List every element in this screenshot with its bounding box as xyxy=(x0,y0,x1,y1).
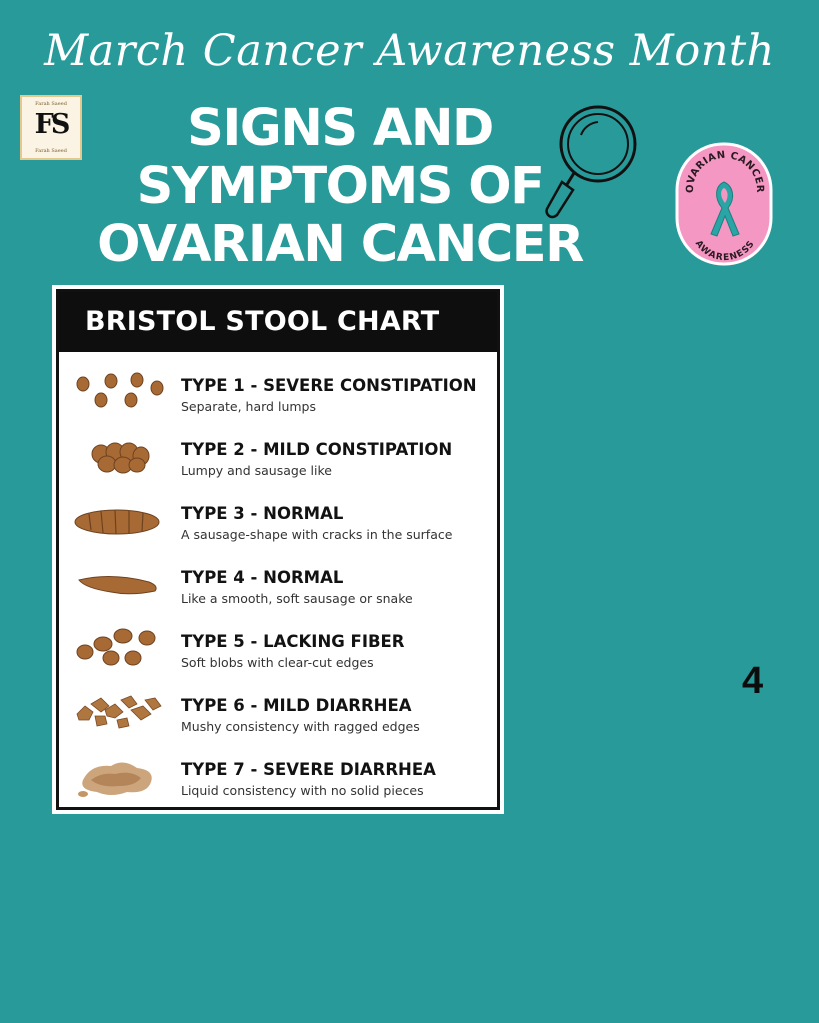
ovarian-cancer-awareness-badge xyxy=(675,142,773,266)
logo-name-top: Farah Saeed xyxy=(35,101,67,107)
stool-type-row xyxy=(59,686,497,746)
stool-type-label: TYPE 4 - NORMAL xyxy=(181,568,344,587)
magnifying-glass-icon xyxy=(540,100,640,222)
page-top-title: March Cancer Awareness Month xyxy=(44,26,775,76)
cracked-sausage-icon xyxy=(71,494,171,554)
stool-type-row xyxy=(59,494,497,554)
bristol-stool-chart xyxy=(52,285,504,814)
stool-type-row xyxy=(59,366,497,426)
stool-type-description: Separate, hard lumps xyxy=(181,399,316,414)
soft-blobs-icon xyxy=(71,622,171,682)
stool-type-label: TYPE 5 - LACKING FIBER xyxy=(181,632,405,651)
stool-type-label: TYPE 3 - NORMAL xyxy=(181,504,344,523)
mushy-pieces-icon xyxy=(71,686,171,746)
badge-line-1: OVARIAN CANCER xyxy=(684,149,766,194)
stool-type-label: TYPE 1 - SEVERE CONSTIPATION xyxy=(181,376,477,395)
headline-line-3: OVARIAN CANCER xyxy=(97,215,583,274)
headline-line-2: SYMPTOMS OF xyxy=(136,157,544,216)
stool-type-row xyxy=(59,558,497,618)
stool-type-row xyxy=(59,622,497,682)
lumpy-sausage-icon xyxy=(71,430,171,490)
headline-line-1: SIGNS AND xyxy=(187,99,493,158)
headline xyxy=(60,100,620,274)
stool-type-label: TYPE 6 - MILD DIARRHEA xyxy=(181,696,412,715)
badge-line-2: AWARENESS xyxy=(692,238,758,264)
chart-title: BRISTOL STOOL CHART xyxy=(59,292,497,352)
stool-type-description: Mushy consistency with ragged edges xyxy=(181,719,420,734)
stool-type-label: TYPE 7 - SEVERE DIARRHEA xyxy=(181,760,436,779)
liquid-puddle-icon xyxy=(71,750,171,810)
stool-type-row xyxy=(59,430,497,490)
stool-type-description: Soft blobs with clear-cut edges xyxy=(181,655,374,670)
logo-name-bottom: Farah Saeed xyxy=(35,148,67,154)
stool-type-row xyxy=(59,750,497,810)
logo-monogram: FS xyxy=(34,109,68,140)
stool-type-description: Lumpy and sausage like xyxy=(181,463,332,478)
smooth-sausage-icon xyxy=(71,558,171,618)
stool-type-label: TYPE 2 - MILD CONSTIPATION xyxy=(181,440,453,459)
hard-lumps-icon xyxy=(71,366,171,426)
stool-type-description: Liquid consistency with no solid pieces xyxy=(181,783,424,798)
stool-type-description: Like a smooth, soft sausage or snake xyxy=(181,591,413,606)
stool-type-description: A sausage-shape with cracks in the surface xyxy=(181,527,453,542)
page-number: 4 xyxy=(742,660,764,702)
